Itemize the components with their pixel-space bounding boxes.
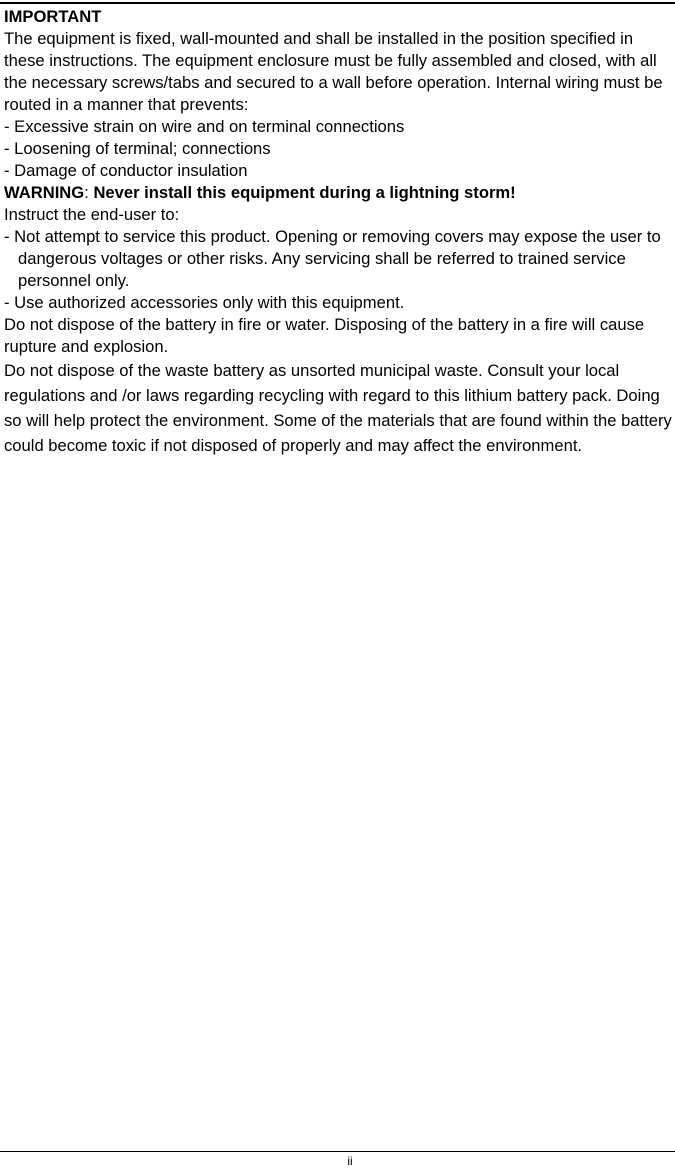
document-body	[4, 6, 672, 458]
warning-text: Never install this equipment during a lightning storm!	[93, 183, 516, 202]
important-paragraph: The equipment is fixed, wall-mounted and shall be installed in the position specified in these instructions. The equipment enclosure must be fully assembled and closed, with all the necessary screws/tabs and secured to a wall before operation. Internal wiring must be routed in a manner that prevents:	[4, 29, 663, 114]
warning-line	[4, 182, 672, 204]
warning-separator: :	[84, 183, 94, 202]
instruction-item-accessories: - Use authorized accessories only with this equipment.	[4, 293, 405, 312]
wiring-item-strain: - Excessive strain on wire and on terminal connections	[4, 117, 405, 136]
warning-label: WARNING	[4, 183, 85, 202]
wiring-item-insulation: - Damage of conductor insulation	[4, 161, 248, 180]
wiring-item-loosening: - Loosening of terminal; connections	[4, 139, 271, 158]
battery-fire-notice: Do not dispose of the battery in fire or water. Disposing of the battery in a fire will cause rupture and explosion.	[4, 315, 645, 356]
page-number: ii	[347, 1154, 353, 1168]
top-rule	[0, 2, 675, 4]
instructions-intro: Instruct the end-user to:	[4, 205, 180, 224]
instruction-item-service: - Not attempt to service this product. Opening or removing covers may expose the user to dangerous voltages or other risks. Any servicing shall be referred to trained service personnel only.	[4, 227, 661, 290]
battery-waste-notice: Do not dispose of the waste battery as unsorted municipal waste. Consult your local regulations and /or laws regarding recycling with regard to this lithium battery pack. Doing so will help protect the environment. Some of the materials that are found within the battery could become toxic if not disposed of properly and may affect the environment.	[4, 361, 672, 455]
bottom-rule	[0, 1151, 675, 1152]
important-heading: IMPORTANT	[4, 7, 102, 26]
